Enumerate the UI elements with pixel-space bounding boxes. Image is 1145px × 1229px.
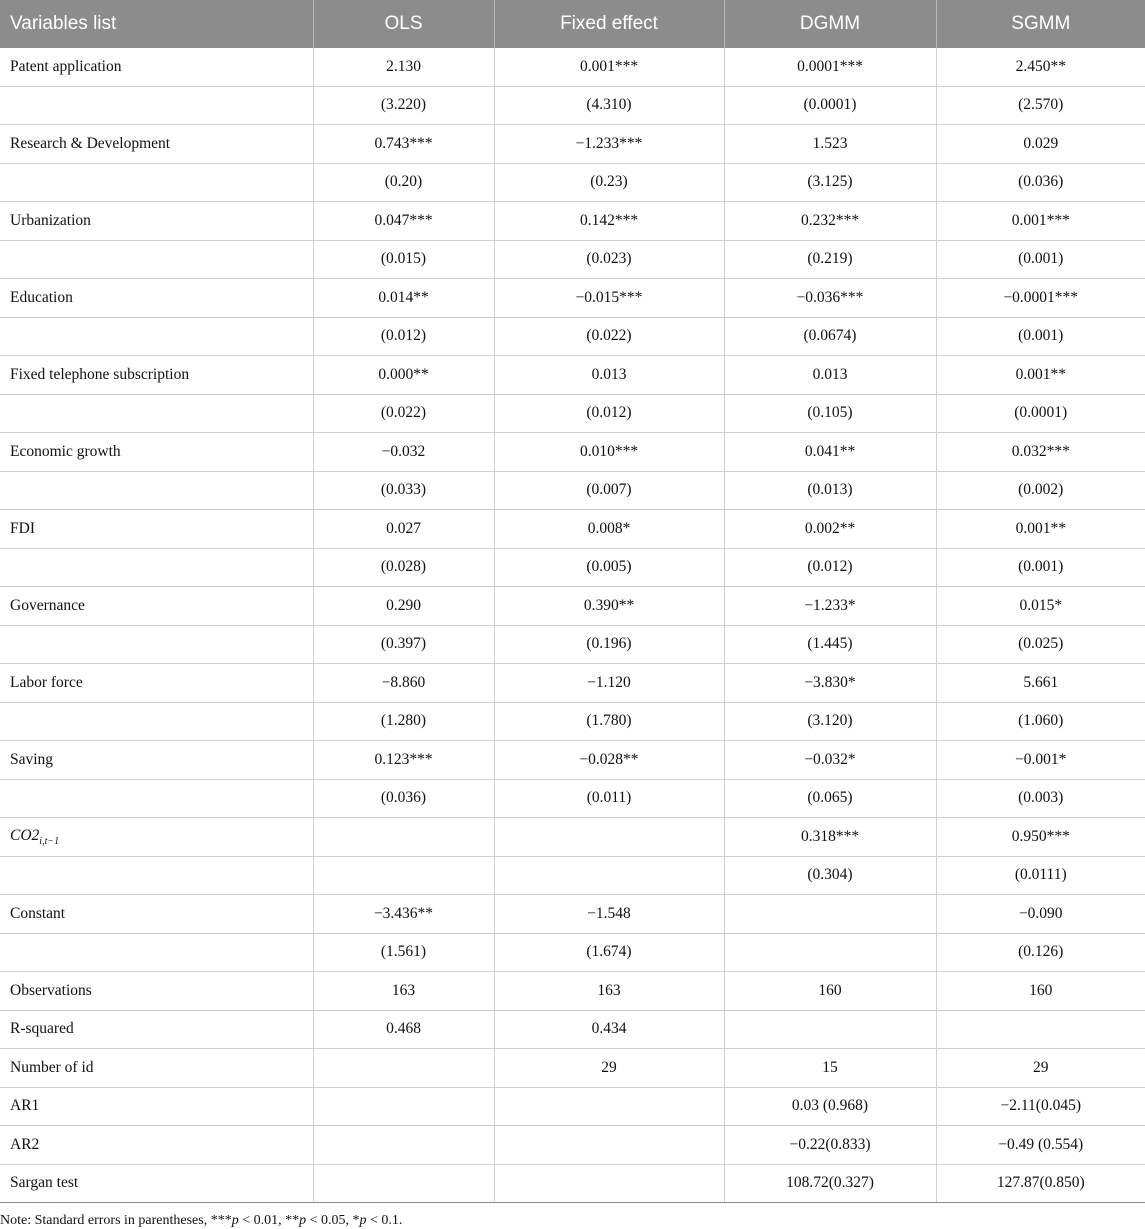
value-cell xyxy=(494,1087,724,1126)
value-cell: (0.126) xyxy=(936,933,1145,972)
value-cell xyxy=(313,856,494,895)
row-label-cell: AR2 xyxy=(0,1126,313,1165)
value-cell: −0.032* xyxy=(724,741,936,780)
value-cell xyxy=(724,933,936,972)
value-cell: −0.0001*** xyxy=(936,279,1145,318)
value-cell: (0.022) xyxy=(494,317,724,356)
note-prefix: Note: Standard errors in parentheses, xyxy=(0,1213,211,1228)
value-cell: −1.120 xyxy=(494,664,724,703)
value-cell: −0.49 (0.554) xyxy=(936,1126,1145,1165)
note-text-1: < 0.01, xyxy=(238,1213,286,1228)
value-cell: 127.87(0.850) xyxy=(936,1164,1145,1203)
value-cell xyxy=(313,1087,494,1126)
value-cell: 0.000** xyxy=(313,356,494,395)
value-cell: 0.041** xyxy=(724,433,936,472)
value-cell: (4.310) xyxy=(494,86,724,125)
value-cell: 0.318*** xyxy=(724,818,936,857)
value-cell: −1.548 xyxy=(494,895,724,934)
value-cell: (0.001) xyxy=(936,317,1145,356)
table-row xyxy=(0,471,1145,510)
row-label-cell: AR1 xyxy=(0,1087,313,1126)
value-cell: (0.196) xyxy=(494,625,724,664)
header-dgmm: DGMM xyxy=(724,0,936,48)
table-row xyxy=(0,664,1145,703)
header-sgmm: SGMM xyxy=(936,0,1145,48)
value-cell: (0.0111) xyxy=(936,856,1145,895)
row-label-cell xyxy=(0,702,313,741)
row-label-cell: FDI xyxy=(0,510,313,549)
value-cell: 15 xyxy=(724,1049,936,1088)
table-row xyxy=(0,856,1145,895)
value-cell: 0.232*** xyxy=(724,202,936,241)
table-header-row xyxy=(0,0,1145,48)
co2-label-base: CO2 xyxy=(10,826,40,844)
value-cell: (0.033) xyxy=(313,471,494,510)
table-row xyxy=(0,779,1145,818)
note-text-3: < 0.1. xyxy=(366,1213,403,1228)
value-cell: (0.065) xyxy=(724,779,936,818)
value-cell: 0.013 xyxy=(724,356,936,395)
value-cell: 0.002** xyxy=(724,510,936,549)
table-row xyxy=(0,1087,1145,1126)
row-label-cell: Sargan test xyxy=(0,1164,313,1203)
value-cell: (0.0001) xyxy=(724,86,936,125)
value-cell: 5.661 xyxy=(936,664,1145,703)
value-cell: −1.233*** xyxy=(494,125,724,164)
row-label-cell: R-squared xyxy=(0,1010,313,1049)
note-text-2: < 0.05, xyxy=(306,1213,353,1228)
row-label-cell: Research & Development xyxy=(0,125,313,164)
table-body xyxy=(0,48,1145,1203)
value-cell: 163 xyxy=(494,972,724,1011)
note-p-2: p xyxy=(299,1213,307,1228)
value-cell: (0.012) xyxy=(494,394,724,433)
value-cell: (1.561) xyxy=(313,933,494,972)
row-label-cell xyxy=(0,317,313,356)
row-label-cell xyxy=(0,625,313,664)
value-cell: (1.445) xyxy=(724,625,936,664)
value-cell: 0.047*** xyxy=(313,202,494,241)
table-row xyxy=(0,433,1145,472)
value-cell: (0.0674) xyxy=(724,317,936,356)
value-cell: 0.015* xyxy=(936,587,1145,626)
value-cell: 160 xyxy=(936,972,1145,1011)
value-cell: (0.304) xyxy=(724,856,936,895)
value-cell: 0.001*** xyxy=(494,48,724,86)
table-row xyxy=(0,625,1145,664)
value-cell: 0.468 xyxy=(313,1010,494,1049)
table-row xyxy=(0,510,1145,549)
value-cell: (0.023) xyxy=(494,240,724,279)
value-cell: (0.002) xyxy=(936,471,1145,510)
table-row xyxy=(0,394,1145,433)
value-cell: (0.013) xyxy=(724,471,936,510)
value-cell: (0.219) xyxy=(724,240,936,279)
table-row xyxy=(0,356,1145,395)
row-label-cell: Economic growth xyxy=(0,433,313,472)
value-cell xyxy=(313,1164,494,1203)
value-cell: −0.001* xyxy=(936,741,1145,780)
value-cell xyxy=(724,895,936,934)
row-label-cell xyxy=(0,779,313,818)
row-label-cell: Number of id xyxy=(0,1049,313,1088)
value-cell: −0.22(0.833) xyxy=(724,1126,936,1165)
row-label-cell xyxy=(0,394,313,433)
value-cell: (0.028) xyxy=(313,548,494,587)
value-cell: 0.0001*** xyxy=(724,48,936,86)
value-cell: (0.022) xyxy=(313,394,494,433)
value-cell xyxy=(936,1010,1145,1049)
table-row xyxy=(0,702,1145,741)
table-row xyxy=(0,202,1145,241)
value-cell: −2.11(0.045) xyxy=(936,1087,1145,1126)
table-row xyxy=(0,1010,1145,1049)
note-marker-3: * xyxy=(352,1213,360,1228)
value-cell: (0.012) xyxy=(313,317,494,356)
value-cell: −8.860 xyxy=(313,664,494,703)
value-cell: (0.003) xyxy=(936,779,1145,818)
table-row xyxy=(0,1049,1145,1088)
value-cell: (0.0001) xyxy=(936,394,1145,433)
table-row xyxy=(0,895,1145,934)
table-row xyxy=(0,741,1145,780)
value-cell: 0.950*** xyxy=(936,818,1145,857)
value-cell: (1.060) xyxy=(936,702,1145,741)
row-label-cell xyxy=(0,240,313,279)
table-row xyxy=(0,818,1145,857)
value-cell: 1.523 xyxy=(724,125,936,164)
row-label-cell: Observations xyxy=(0,972,313,1011)
value-cell: 108.72(0.327) xyxy=(724,1164,936,1203)
table-row xyxy=(0,48,1145,86)
value-cell: 0.743*** xyxy=(313,125,494,164)
value-cell: −0.015*** xyxy=(494,279,724,318)
table-row xyxy=(0,125,1145,164)
header-fixed-effect: Fixed effect xyxy=(494,0,724,48)
value-cell: (0.23) xyxy=(494,163,724,202)
value-cell: 0.03 (0.968) xyxy=(724,1087,936,1126)
value-cell: 160 xyxy=(724,972,936,1011)
value-cell: 0.001** xyxy=(936,356,1145,395)
value-cell: 0.290 xyxy=(313,587,494,626)
value-cell xyxy=(724,1010,936,1049)
value-cell: (3.120) xyxy=(724,702,936,741)
value-cell: (0.105) xyxy=(724,394,936,433)
header-variables: Variables list xyxy=(0,0,313,48)
table-row xyxy=(0,163,1145,202)
value-cell: 0.029 xyxy=(936,125,1145,164)
value-cell: (2.570) xyxy=(936,86,1145,125)
value-cell: (1.280) xyxy=(313,702,494,741)
value-cell: (3.125) xyxy=(724,163,936,202)
value-cell: (0.001) xyxy=(936,240,1145,279)
value-cell: −3.436** xyxy=(313,895,494,934)
row-label-cell: Fixed telephone subscription xyxy=(0,356,313,395)
value-cell xyxy=(494,856,724,895)
row-label-cell: Education xyxy=(0,279,313,318)
value-cell xyxy=(494,1126,724,1165)
table-row xyxy=(0,86,1145,125)
value-cell: 0.001*** xyxy=(936,202,1145,241)
table-row xyxy=(0,317,1145,356)
row-label-cell xyxy=(0,818,313,857)
note-p-1: p xyxy=(231,1213,239,1228)
table-row xyxy=(0,587,1145,626)
row-label-cell xyxy=(0,933,313,972)
value-cell: 2.130 xyxy=(313,48,494,86)
value-cell: 0.123*** xyxy=(313,741,494,780)
co2-label-subscript: i,t−1 xyxy=(39,835,60,847)
value-cell: −0.032 xyxy=(313,433,494,472)
value-cell: 0.434 xyxy=(494,1010,724,1049)
row-label-cell: Patent application xyxy=(0,48,313,86)
value-cell: (0.001) xyxy=(936,548,1145,587)
value-cell: (0.015) xyxy=(313,240,494,279)
value-cell xyxy=(313,1126,494,1165)
value-cell: 163 xyxy=(313,972,494,1011)
value-cell: (0.036) xyxy=(313,779,494,818)
value-cell: −3.830* xyxy=(724,664,936,703)
value-cell: 29 xyxy=(936,1049,1145,1088)
table-row xyxy=(0,548,1145,587)
row-label-cell xyxy=(0,471,313,510)
value-cell: (0.012) xyxy=(724,548,936,587)
value-cell: 0.027 xyxy=(313,510,494,549)
value-cell: (0.20) xyxy=(313,163,494,202)
value-cell: (1.780) xyxy=(494,702,724,741)
value-cell: (0.397) xyxy=(313,625,494,664)
row-label-cell xyxy=(0,548,313,587)
note-p-3: p xyxy=(359,1213,367,1228)
value-cell: 0.008* xyxy=(494,510,724,549)
header-ols: OLS xyxy=(313,0,494,48)
value-cell: −0.028** xyxy=(494,741,724,780)
note-marker-2: ** xyxy=(285,1213,300,1228)
value-cell: (0.025) xyxy=(936,625,1145,664)
value-cell: 0.010*** xyxy=(494,433,724,472)
table-row xyxy=(0,240,1145,279)
table-row xyxy=(0,1126,1145,1165)
value-cell: 29 xyxy=(494,1049,724,1088)
value-cell: (0.005) xyxy=(494,548,724,587)
value-cell: 0.390** xyxy=(494,587,724,626)
value-cell: (0.007) xyxy=(494,471,724,510)
row-label-cell xyxy=(0,163,313,202)
row-label-cell: Urbanization xyxy=(0,202,313,241)
value-cell: 2.450** xyxy=(936,48,1145,86)
value-cell: (0.036) xyxy=(936,163,1145,202)
row-label-cell: Constant xyxy=(0,895,313,934)
value-cell: 0.001** xyxy=(936,510,1145,549)
table-row xyxy=(0,972,1145,1011)
value-cell: (3.220) xyxy=(313,86,494,125)
value-cell xyxy=(494,818,724,857)
value-cell: (1.674) xyxy=(494,933,724,972)
row-label-cell xyxy=(0,856,313,895)
value-cell xyxy=(313,1049,494,1088)
table-row xyxy=(0,1164,1145,1203)
row-label-cell: Labor force xyxy=(0,664,313,703)
note-marker-1: *** xyxy=(210,1213,232,1228)
value-cell: 0.142*** xyxy=(494,202,724,241)
value-cell xyxy=(494,1164,724,1203)
row-label-cell xyxy=(0,86,313,125)
table-note xyxy=(0,1203,1145,1229)
value-cell: 0.032*** xyxy=(936,433,1145,472)
value-cell: −0.036*** xyxy=(724,279,936,318)
value-cell: 0.013 xyxy=(494,356,724,395)
table-row xyxy=(0,933,1145,972)
value-cell: −0.090 xyxy=(936,895,1145,934)
value-cell: (0.011) xyxy=(494,779,724,818)
table-row xyxy=(0,279,1145,318)
value-cell xyxy=(313,818,494,857)
row-label-cell: Saving xyxy=(0,741,313,780)
value-cell: 0.014** xyxy=(313,279,494,318)
value-cell: −1.233* xyxy=(724,587,936,626)
row-label-cell: Governance xyxy=(0,587,313,626)
